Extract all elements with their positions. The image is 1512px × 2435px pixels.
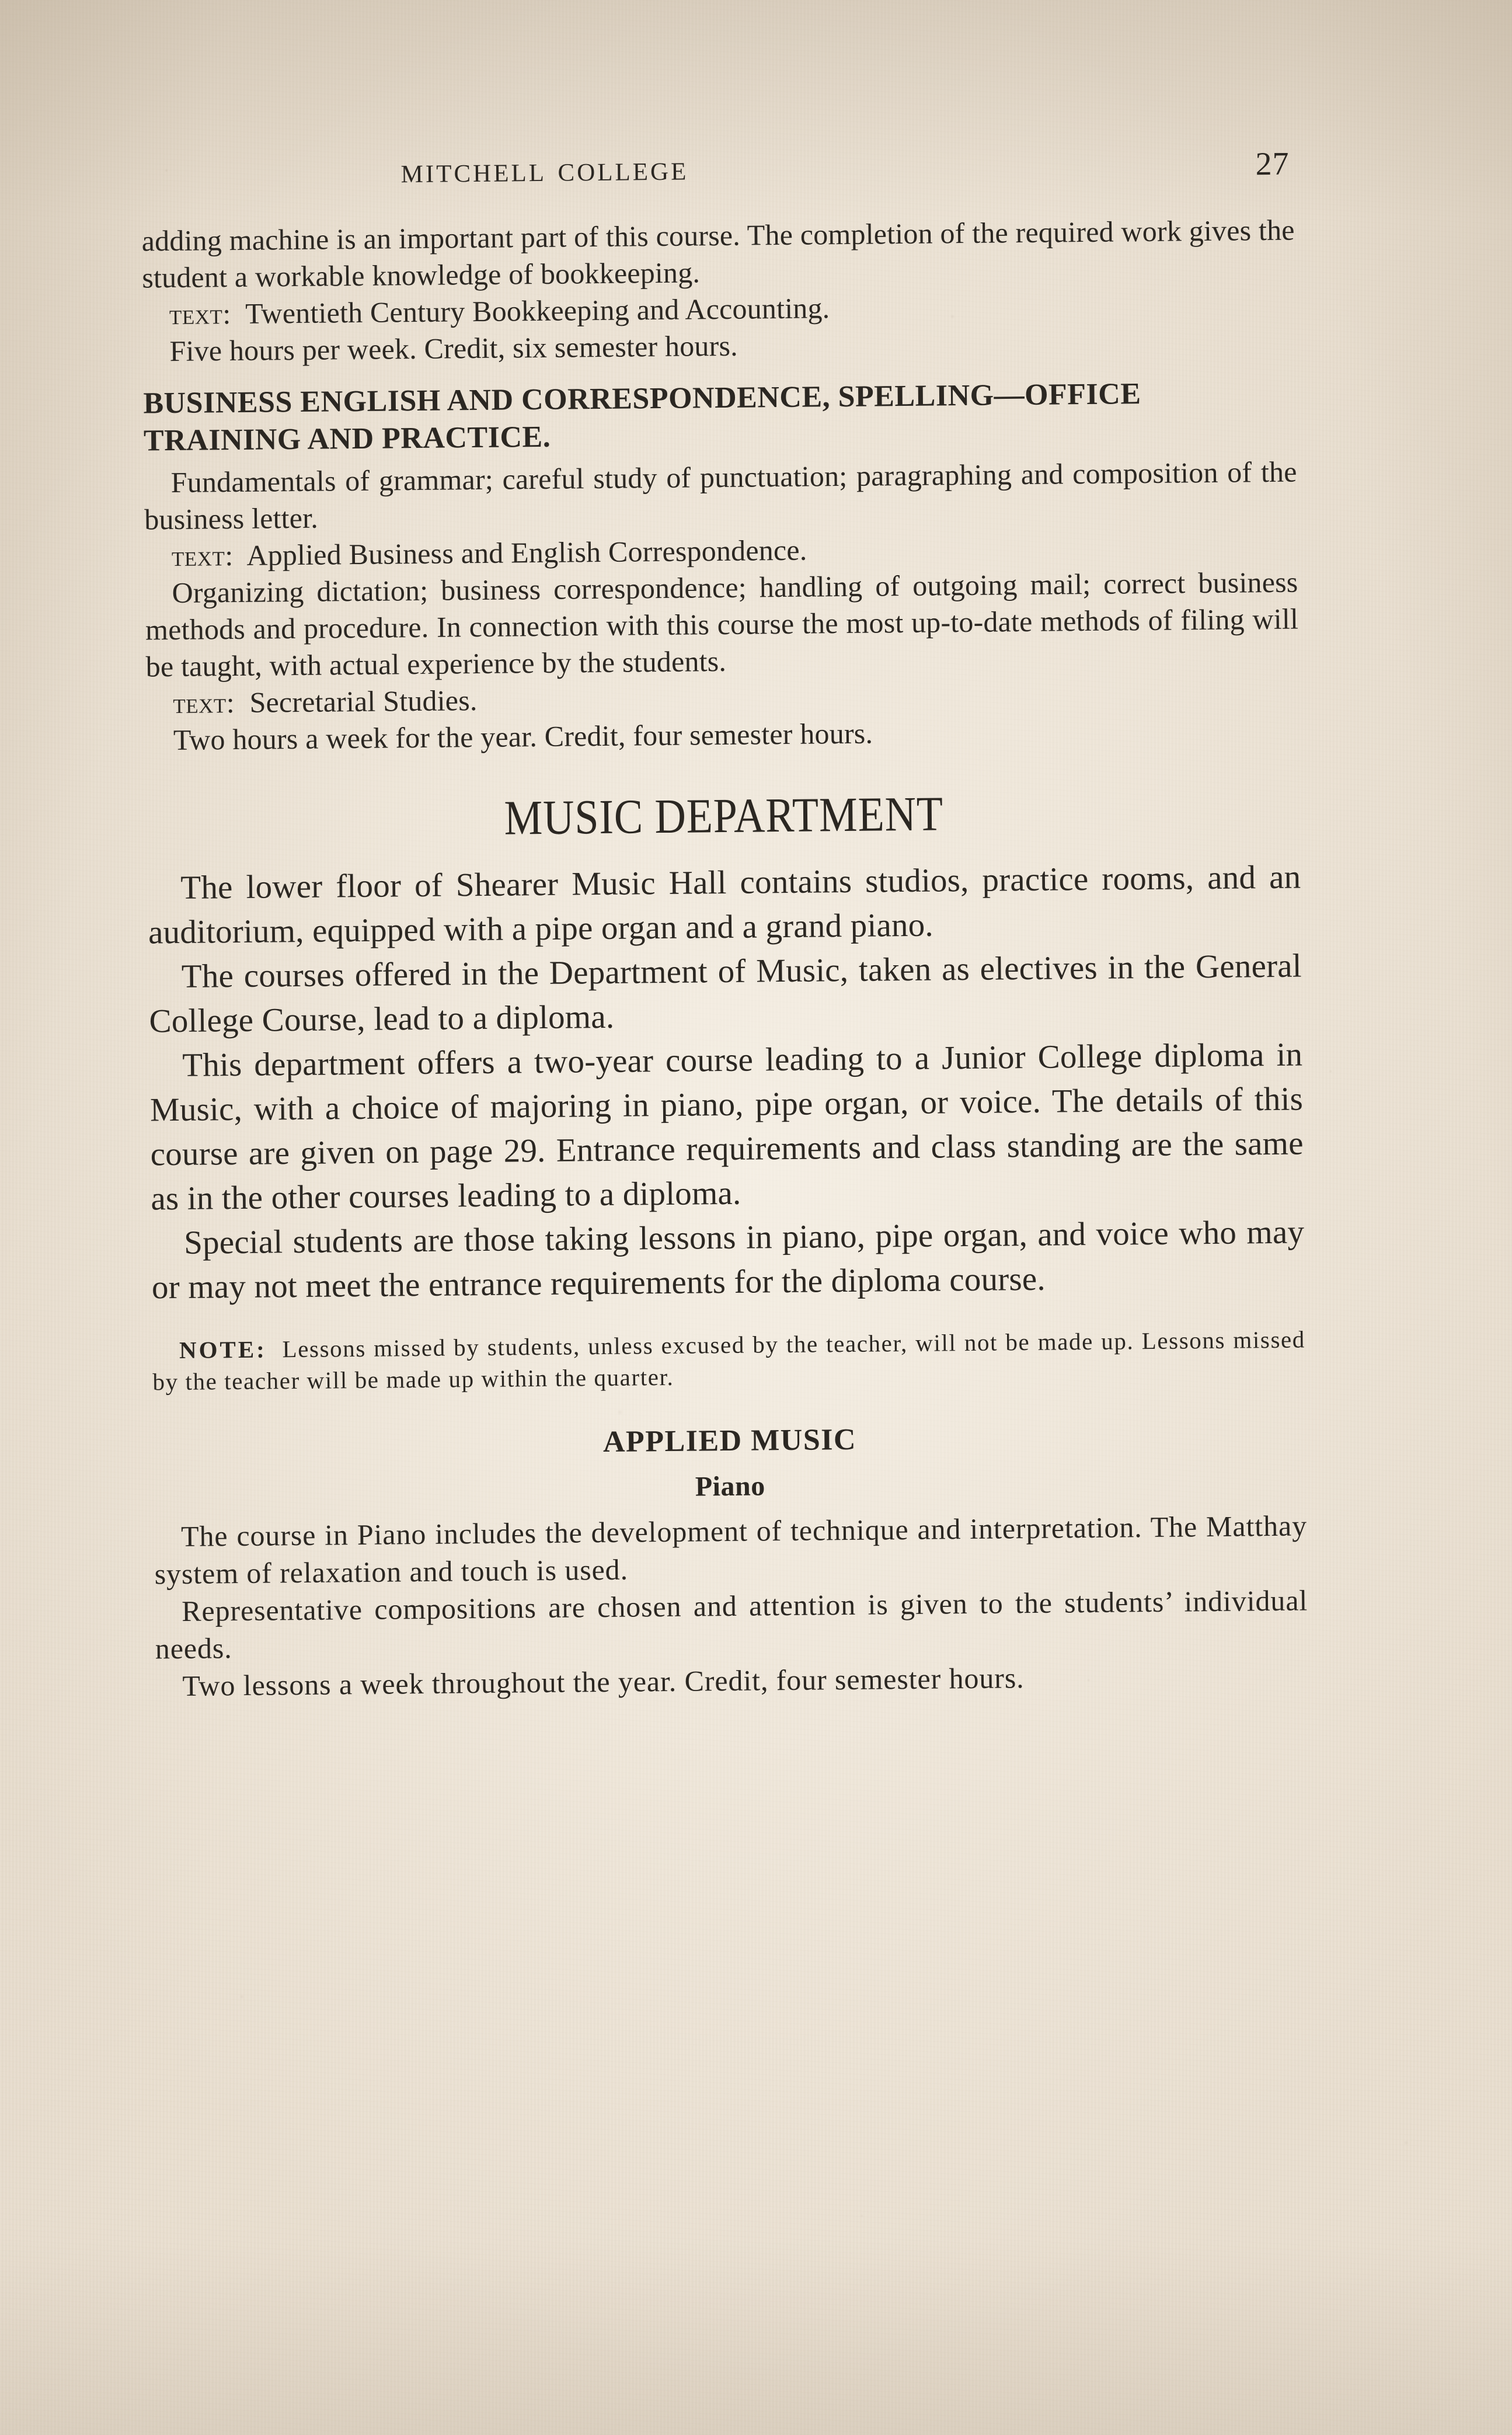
text-line-1-value: Twentieth Century Bookkeeping and Accounting. — [245, 291, 830, 330]
music-paragraph-1: The lower floor of Shearer Music Hall contains studios, practice rooms, and an auditorium, equipped with a pipe organ and a grand piano. — [148, 858, 1301, 951]
business-paragraph-1: Fundamentals of grammar; careful study of punctuation; paragraphing and composition of the business letter. — [144, 455, 1297, 536]
text-label: text: — [173, 686, 235, 720]
music-paragraph-3: This department offers a two-year course leading to a Junior College diploma in Music, with a choice of majoring in piano, pipe organ, or voice. The details of this course are given on page 29. Entrance requirements and class standing are the same as in the other courses leading to a diploma. — [149, 1036, 1304, 1218]
running-head — [141, 142, 1294, 223]
page-content — [140, 0, 1309, 1704]
text-label: text: — [169, 297, 232, 331]
business-section — [141, 212, 1300, 759]
note-label: NOTE: — [179, 1335, 267, 1363]
continued-paragraph: adding machine is an important part of this course. The completion of the required work gives the student a workable knowledge of bookkeeping. — [141, 213, 1295, 294]
music-paragraph-2: The courses offered in the Department of Music, taken as electives in the General College Course, lead to a diploma. — [149, 947, 1302, 1040]
hours-line-1: Five hours per week. Credit, six semester hours. — [169, 329, 738, 368]
text-label: text: — [171, 539, 234, 573]
piano-paragraph-2: Representative compositions are chosen and attention is given to the students’ individual needs. — [155, 1584, 1308, 1665]
running-head-title: mitchell college — [400, 148, 689, 191]
note-block — [152, 1323, 1306, 1397]
piano-paragraph-1: The course in Piano includes the development of technique and interpretation. The Matthay system of relaxation and touch is used. — [154, 1509, 1308, 1591]
music-department-title-text: MUSIC DEPARTMENT — [504, 787, 944, 846]
hours-line-2: Two hours a week for the year. Credit, four semester hours. — [173, 716, 873, 757]
applied-music-section — [154, 1507, 1309, 1704]
piano-paragraph-3: Two lessons a week throughout the year. Credit, four semester hours. — [182, 1661, 1025, 1702]
text-line-3-value: Secretarial Studies. — [249, 684, 478, 719]
music-department-title — [216, 785, 1231, 848]
piano-subheading: Piano — [695, 1470, 765, 1502]
business-section-heading: BUSINESS ENGLISH AND CORRESPONDENCE, SPELLING—OFFICE TRAINING AND PRACTICE. — [143, 377, 1141, 458]
music-paragraph-4: Special students are those taking lessons in piano, pipe organ, and voice who may or may not meet the entrance requirements for the diploma course. — [151, 1213, 1305, 1306]
applied-music-heading: APPLIED MUSIC — [602, 1422, 857, 1459]
music-section — [148, 855, 1305, 1310]
page-number: 27 — [1255, 145, 1290, 183]
note-text: Lessons missed by students, unless excused by the teacher, will not be made up. Lessons missed by the teacher will be made up within the quarter. — [152, 1326, 1306, 1396]
business-paragraph-2: Organizing dictation; business correspondence; handling of outgoing mail; correct business methods and procedure. In connection with this course the most up-to-date methods of filing will be taught, with actual experience by the students. — [145, 565, 1299, 683]
text-line-2-value: Applied Business and English Correspondence. — [246, 533, 807, 572]
